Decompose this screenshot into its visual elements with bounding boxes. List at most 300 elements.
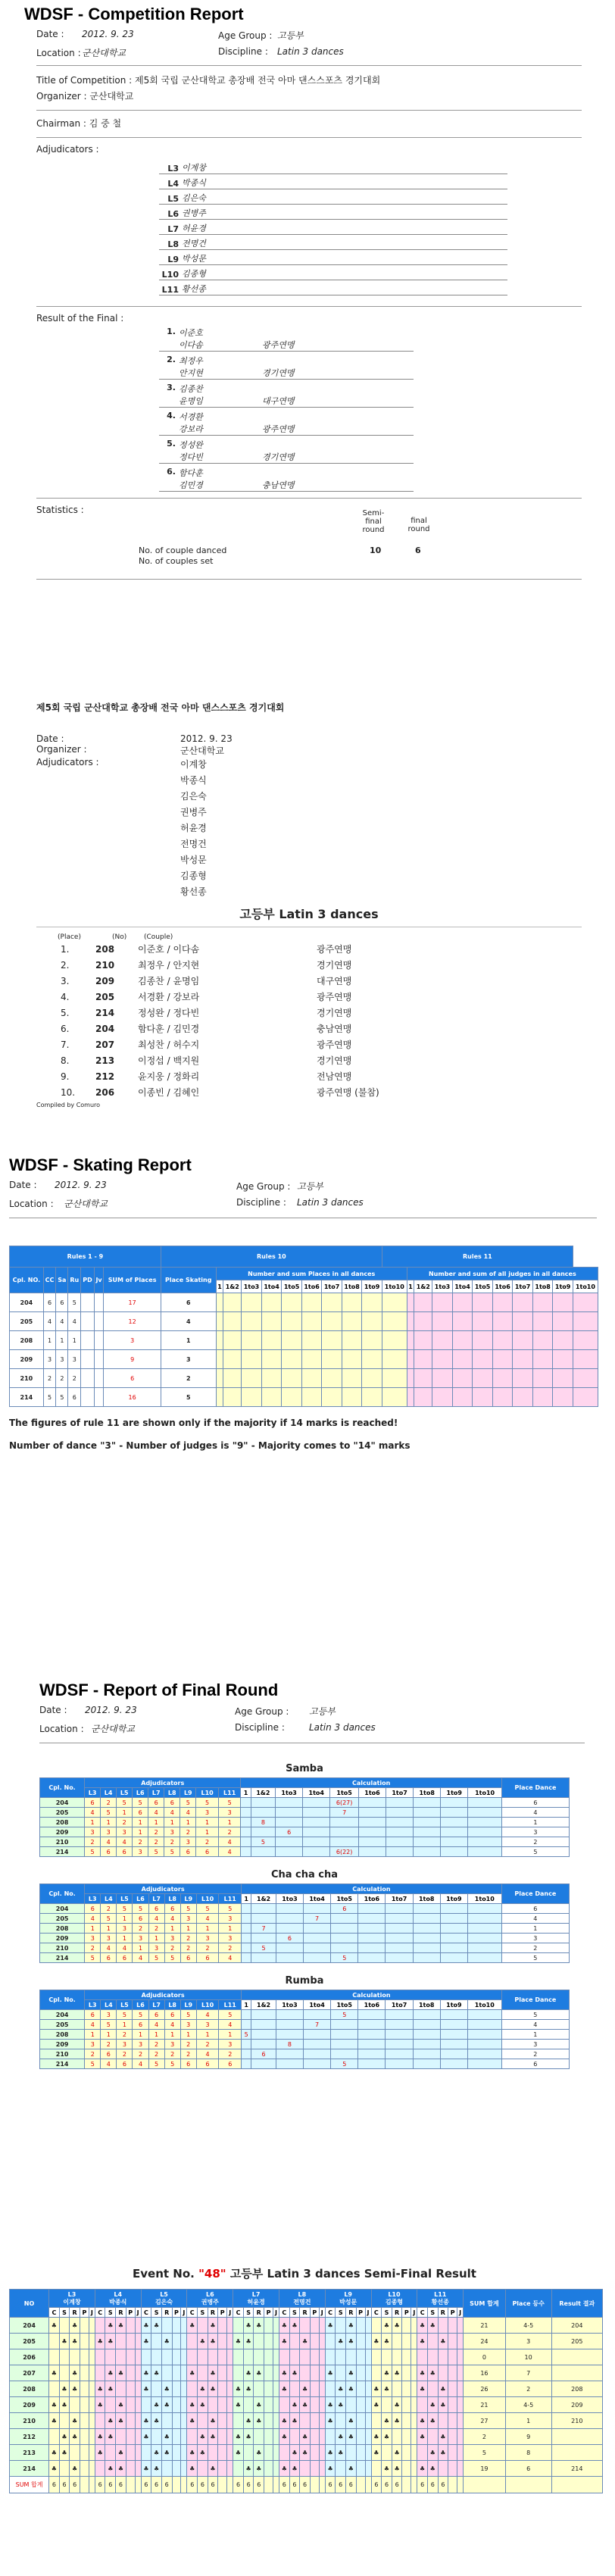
dance-sub-header: S: [427, 2308, 438, 2318]
calc-col-header: 1to8: [342, 1280, 362, 1293]
semi-sum: 19: [464, 2461, 506, 2477]
summary-club: 광주연맹 (불참): [317, 1087, 379, 1098]
judge-mark: ♣: [300, 2334, 311, 2349]
judge-mark: 3: [101, 1934, 117, 1943]
rule10-cell: [242, 1312, 262, 1331]
calc-cell: [468, 1837, 502, 1847]
no-header: NO: [10, 2290, 49, 2318]
result-row: [159, 411, 507, 436]
judge-mark: 1: [117, 1914, 133, 1924]
judge-mark: 5: [148, 1847, 164, 1857]
rule11-cell: [532, 1293, 553, 1312]
adjudicator-row: [159, 174, 507, 189]
calc-cell: [386, 2020, 413, 2030]
place-skating: 5: [161, 1388, 216, 1407]
judge-mark: 1: [117, 2020, 133, 2030]
rule11-cell: [432, 1350, 453, 1369]
judge-mark: [457, 2365, 464, 2381]
judge-mark: 1: [148, 1934, 164, 1943]
summary-club: 경기연맹: [317, 1008, 352, 1018]
judge-mark: ♣: [427, 2413, 438, 2429]
judge-mark: ♣: [198, 2445, 208, 2461]
summary-organizer: Organizer : 군산대학교: [36, 744, 224, 756]
judge-mark: [402, 2334, 411, 2349]
judge-mark: [198, 2318, 208, 2334]
judge-mark: 3: [219, 1914, 242, 1924]
calc-cell: [467, 1943, 501, 1953]
judge-mark: ♣: [417, 2365, 428, 2381]
judge-mark: [365, 2397, 371, 2413]
result-label: Result of the Final :: [36, 313, 124, 324]
rule11-cell: [452, 1350, 473, 1369]
calc-cell: [242, 1943, 251, 1953]
judge-header: L6: [133, 1894, 148, 1904]
judge-mark: 1: [85, 2030, 101, 2040]
calc-cell: [242, 1953, 251, 1963]
judge-mark: [218, 2413, 227, 2429]
calc-cell: [468, 1808, 502, 1818]
footer-count: [172, 2477, 181, 2493]
judge-mark: ♣: [371, 2381, 382, 2397]
judge-mark: ♣: [116, 2461, 126, 2477]
rule11-cell: [473, 1369, 493, 1388]
judge-mark: 5: [148, 2059, 164, 2069]
judge-code: L3: [67, 2290, 76, 2298]
judge-mark: [254, 2429, 264, 2445]
dance-sub-header: S: [151, 2308, 162, 2318]
rule11-cell: [492, 1388, 513, 1407]
footer-count: 6: [289, 2477, 300, 2493]
judge-mark: ♣: [325, 2397, 336, 2413]
semi-row: [10, 2318, 603, 2334]
judge-mark: 4: [148, 1808, 164, 1818]
judge-mark: ♣: [233, 2334, 244, 2349]
dance-row: [40, 2010, 570, 2020]
adjudicator-row: [159, 220, 507, 235]
rule10-cell: [322, 1293, 342, 1312]
summary-club: 광주연맹: [317, 944, 352, 955]
judge-mark: ♣: [254, 2445, 264, 2461]
judge-mark: [365, 2429, 371, 2445]
judge-mark: 1: [117, 1808, 133, 1818]
summary-adjudicator: 전명건: [180, 839, 207, 849]
summary-adjudicator: 김은숙: [180, 791, 207, 802]
footer-count: 6: [208, 2477, 218, 2493]
competition-report: [0, 5, 615, 586]
judge-mark: [181, 2381, 187, 2397]
dance-empty: [94, 1293, 104, 1312]
judge-mark: [181, 2334, 187, 2349]
rule11-cell: [492, 1369, 513, 1388]
dance-sub-header: S: [59, 2308, 70, 2318]
calc-cell: [413, 2020, 440, 2030]
calc-cell: [468, 1798, 502, 1808]
result-header: Result 결과: [551, 2290, 602, 2318]
cpl-no: 212: [10, 2429, 49, 2445]
dance-sub-header: C: [325, 2308, 336, 2318]
dance-row: [40, 1914, 570, 1924]
judge-mark: [448, 2461, 457, 2477]
rule11-cell: [573, 1350, 598, 1369]
dance-place: 2: [43, 1369, 56, 1388]
judge-mark: 1: [133, 1818, 148, 1827]
judge-mark: 2: [164, 1837, 180, 1847]
dance-place: 1: [56, 1331, 68, 1350]
judge-mark: 2: [133, 2049, 148, 2059]
judge-name: 권병주: [201, 2298, 219, 2306]
dance-sub-header: C: [141, 2308, 151, 2318]
judge-mark: ♣: [208, 2318, 218, 2334]
rule10-cell: [322, 1388, 342, 1407]
judge-mark: [227, 2365, 233, 2381]
judge-header: L3: [85, 1894, 101, 1904]
discipline-value: Latin 3 dances: [277, 46, 344, 57]
judge-mark: 6: [148, 2010, 164, 2020]
judge-mark: [80, 2461, 89, 2477]
calc-cell: [304, 1904, 331, 1914]
summary-couple: 함다훈 / 김민경: [138, 1024, 200, 1034]
judge-mark: 4: [164, 2020, 180, 2030]
semi-place: 3: [505, 2334, 551, 2349]
judge-mark: 2: [180, 2040, 196, 2049]
rule10-cell: [382, 1293, 407, 1312]
footer-count: 6: [233, 2477, 244, 2493]
semi-row: [10, 2429, 603, 2445]
dance-tables: [39, 1763, 615, 2069]
rule10-cell: [342, 1293, 362, 1312]
judge-mark: [402, 2318, 411, 2334]
judge-mark: [289, 2349, 300, 2365]
judge-mark: [365, 2413, 371, 2429]
location-label: Location :: [36, 48, 81, 58]
dance-sub-header: P: [402, 2308, 411, 2318]
footer-count: 6: [70, 2477, 80, 2493]
judge-mark: [243, 2349, 254, 2365]
footer-empty: [505, 2477, 551, 2493]
judge-mark: [172, 2397, 181, 2413]
judge-header: L4: [101, 1788, 117, 1798]
judge-mark: [336, 2413, 346, 2429]
judge-mark: 2: [85, 2049, 101, 2059]
calc-cell: [413, 2049, 440, 2059]
dance-empty: [94, 1350, 104, 1369]
calc-cell: [241, 1798, 251, 1808]
rule11-cell: [573, 1312, 598, 1331]
place-dance: 4: [501, 2020, 569, 2030]
adjudicator-name: 권병주: [182, 208, 206, 218]
rule10-cell: [382, 1388, 407, 1407]
cpl-no: 205: [10, 2334, 49, 2349]
judge-mark: [325, 2381, 336, 2397]
judge-mark: [198, 2349, 208, 2365]
calc-header: 1: [242, 2000, 251, 2010]
calc-cell: [467, 2010, 501, 2020]
footer-count: 6: [371, 2477, 382, 2493]
dance-row: [40, 2059, 570, 2069]
judge-mark: ♣: [371, 2334, 382, 2349]
calc-cell: [251, 2059, 276, 2069]
rule11-cell: [473, 1388, 493, 1407]
judge-mark: [187, 2429, 198, 2445]
judge-mark: 6: [117, 1953, 133, 1963]
footer-count: 6: [198, 2477, 208, 2493]
stats-semi-value: 10: [370, 546, 382, 555]
judge-mark: 6: [101, 1847, 117, 1857]
summary-couple: 서경환 / 강보라: [138, 992, 200, 1002]
judge-mark: [172, 2349, 181, 2365]
judge-mark: [135, 2397, 141, 2413]
dance-sub-header: S: [198, 2308, 208, 2318]
calc-cell: [414, 1798, 441, 1808]
result-club: 광주연맹: [262, 339, 414, 352]
judge-mark: 1: [148, 2030, 164, 2040]
calc-cell: [386, 2049, 413, 2059]
judge-mark: [402, 2381, 411, 2397]
dance-table: [39, 1884, 570, 1963]
judge-mark: ♣: [151, 2365, 162, 2381]
calc-cell: [276, 1914, 303, 1924]
dance-place: 3: [68, 1350, 81, 1369]
calc-cell: [386, 1808, 414, 1818]
judge-mark: ♣: [49, 2397, 60, 2413]
result-female: 안지현: [179, 367, 262, 380]
judge-mark: ♣: [151, 2461, 162, 2477]
judge-header: L10: [196, 1894, 219, 1904]
calc-cell: [330, 1827, 359, 1837]
judge-mark: 2: [164, 2049, 180, 2059]
judge-mark: 4: [117, 1837, 133, 1847]
calc-col-header: 1to10: [573, 1280, 598, 1293]
calc-cell: [386, 2059, 413, 2069]
judge-mark: ♣: [438, 2397, 448, 2413]
judge-mark: [356, 2429, 365, 2445]
footer-empty: [551, 2477, 602, 2493]
skating-row: [10, 1388, 598, 1407]
footer-count: 6: [243, 2477, 254, 2493]
calc-cell: [440, 1934, 467, 1943]
calc-cell: [251, 1827, 275, 1837]
judge-mark: [365, 2334, 371, 2349]
judge-mark: 2: [117, 1818, 133, 1827]
judge-mark: ♣: [346, 2381, 357, 2397]
semi-place: 6: [505, 2461, 551, 2477]
judge-mark: ♣: [59, 2334, 70, 2349]
rule11-cell: [553, 1331, 573, 1350]
dance-empty: [81, 1388, 95, 1407]
dance-header: CC: [43, 1268, 56, 1293]
rule10-cell: [216, 1312, 223, 1331]
result-male: 김종찬: [179, 384, 203, 394]
rule10-cell: [322, 1331, 342, 1350]
dance-title: Samba: [286, 1763, 323, 1774]
judge-mark: 3: [101, 1827, 117, 1837]
footer-count: [411, 2477, 417, 2493]
judge-mark: ♣: [289, 2397, 300, 2413]
judge-mark: 6: [180, 1953, 196, 1963]
judge-mark: [135, 2318, 141, 2334]
calc-cell: [358, 1808, 386, 1818]
judge-mark: [273, 2429, 279, 2445]
judge-mark: 6: [101, 2049, 117, 2059]
judge-mark: [135, 2381, 141, 2397]
judge-mark: [325, 2349, 336, 2365]
judge-mark: ♣: [198, 2334, 208, 2349]
judge-mark: 6: [133, 1914, 148, 1924]
rule10-cell: [362, 1293, 382, 1312]
calc-header: 1to3: [276, 1788, 303, 1798]
judge-mark: 6: [196, 1847, 219, 1857]
dance-sub-header: P: [172, 2308, 181, 2318]
judge-mark: [227, 2461, 233, 2477]
calc-header: 1to10: [467, 1894, 501, 1904]
calc-header: 1to3: [276, 1894, 303, 1904]
rule11-cell: [452, 1369, 473, 1388]
judge-mark: ♣: [336, 2429, 346, 2445]
rule10-cell: [342, 1331, 362, 1350]
judge-header: L5: [117, 1894, 133, 1904]
calc-cell: [468, 1847, 502, 1857]
judge-mark: ♣: [427, 2461, 438, 2477]
judge-mark: ♣: [151, 2413, 162, 2429]
judge-mark: 5: [133, 1798, 148, 1808]
calc-cell: [304, 2049, 331, 2059]
adjudicator-name: 김종형: [182, 269, 206, 279]
judge-mark: [448, 2445, 457, 2461]
judge-mark: ♣: [417, 2318, 428, 2334]
judge-mark: [346, 2397, 357, 2413]
judge-mark: ♣: [279, 2334, 289, 2349]
judge-mark: ♣: [289, 2461, 300, 2477]
judge-mark: 4: [148, 2020, 164, 2030]
rule10-cell: [223, 1331, 242, 1350]
rule10-cell: [342, 1350, 362, 1369]
skating-table: [9, 1246, 598, 1407]
cpl-no: 208: [40, 2030, 85, 2040]
rule11-cell: [407, 1312, 414, 1331]
dance-sub-header: C: [417, 2308, 428, 2318]
place-dance: 2: [501, 1943, 569, 1953]
calc-cell: [414, 1827, 441, 1837]
cpl-no: 205: [40, 1914, 85, 1924]
calc-cell: [358, 2030, 386, 2040]
calc-cell: [276, 1818, 303, 1827]
judge-name: 김종형: [385, 2298, 404, 2306]
calc-cell: [276, 1808, 303, 1818]
judge-mark: [319, 2365, 325, 2381]
semi-row: [10, 2397, 603, 2413]
skating-row: [10, 1350, 598, 1369]
judge-mark: 4: [218, 1837, 241, 1847]
judge-mark: ♣: [70, 2413, 80, 2429]
judge-mark: 5: [85, 2059, 101, 2069]
calc-header: 1to7: [386, 2000, 413, 2010]
judge-mark: ♣: [116, 2318, 126, 2334]
dance-row: [40, 1837, 570, 1847]
judge-mark: [448, 2334, 457, 2349]
calc-cell: [358, 2010, 386, 2020]
judge-mark: ♣: [187, 2318, 198, 2334]
cpl-no: 204: [40, 2010, 85, 2020]
judge-mark: [80, 2397, 89, 2413]
summary-adjudicator: 권병주: [180, 807, 207, 818]
footer-count: [218, 2477, 227, 2493]
dance-sub-header: J: [411, 2308, 417, 2318]
semi-row: [10, 2334, 603, 2349]
judge-mark: 3: [196, 2020, 219, 2030]
dance-row: [40, 2020, 570, 2030]
calc-cell: [441, 1818, 468, 1827]
adjudicator-code: L4: [167, 179, 179, 189]
judge-mark: ♣: [208, 2365, 218, 2381]
judge-mark: 3: [117, 1924, 133, 1934]
judge-mark: [80, 2413, 89, 2429]
summary-club: 경기연맹: [317, 1055, 352, 1066]
calc-cell: [241, 1818, 251, 1827]
dance-sub-header: S: [243, 2308, 254, 2318]
judge-mark: [382, 2397, 392, 2413]
judge-mark: ♣: [336, 2381, 346, 2397]
rule11-cell: [407, 1350, 414, 1369]
judge-mark: [336, 2365, 346, 2381]
judge-mark: 5: [218, 1798, 241, 1808]
dance-place: 6: [56, 1293, 68, 1312]
date-value: 2012. 9. 23: [82, 29, 134, 39]
judge-mark: [402, 2461, 411, 2477]
semi-row: [10, 2461, 603, 2477]
calc-header: 1to4: [304, 2000, 331, 2010]
judge-mark: [89, 2429, 95, 2445]
judge-mark: 2: [180, 1934, 196, 1943]
calc-cell: [303, 1837, 330, 1847]
judge-mark: ♣: [105, 2461, 116, 2477]
judge-mark: [300, 2413, 311, 2429]
rule11-cell: [573, 1369, 598, 1388]
cpl-no: 210: [10, 1369, 44, 1388]
calc-cell: 5: [331, 2059, 358, 2069]
dance-sub-header: J: [89, 2308, 95, 2318]
judge-mark: [448, 2381, 457, 2397]
rule10-cell: [261, 1350, 282, 1369]
calc-cell: [468, 1818, 502, 1827]
judge-mark: ♣: [105, 2413, 116, 2429]
calc-header: 1to9: [440, 2000, 467, 2010]
semi-result: [551, 2365, 602, 2381]
judge-mark: [95, 2365, 105, 2381]
calc-header: 1&2: [251, 1894, 276, 1904]
dance-place: 4: [43, 1312, 56, 1331]
calc-col-header: 1to6: [492, 1280, 513, 1293]
judge-mark: [273, 2334, 279, 2349]
adjudicator-code: L7: [167, 224, 179, 234]
calc-cell: [440, 1953, 467, 1963]
judge-mark: [300, 2461, 311, 2477]
judge-mark: ♣: [233, 2429, 244, 2445]
judge-mark: [365, 2365, 371, 2381]
judge-mark: [218, 2365, 227, 2381]
cpl-no: 207: [10, 2365, 49, 2381]
calc-cell: [276, 2049, 303, 2059]
judge-mark: [438, 2318, 448, 2334]
semi-result: [551, 2445, 602, 2461]
calc-header: 1to9: [440, 1894, 467, 1904]
calc-cell: [441, 1827, 468, 1837]
cpl-no: 208: [40, 1924, 85, 1934]
judge-header: [49, 2290, 95, 2308]
judge-mark: [59, 2349, 70, 2365]
judge-mark: ♣: [382, 2413, 392, 2429]
calc-col-header: 1: [407, 1280, 414, 1293]
judge-mark: [254, 2349, 264, 2365]
